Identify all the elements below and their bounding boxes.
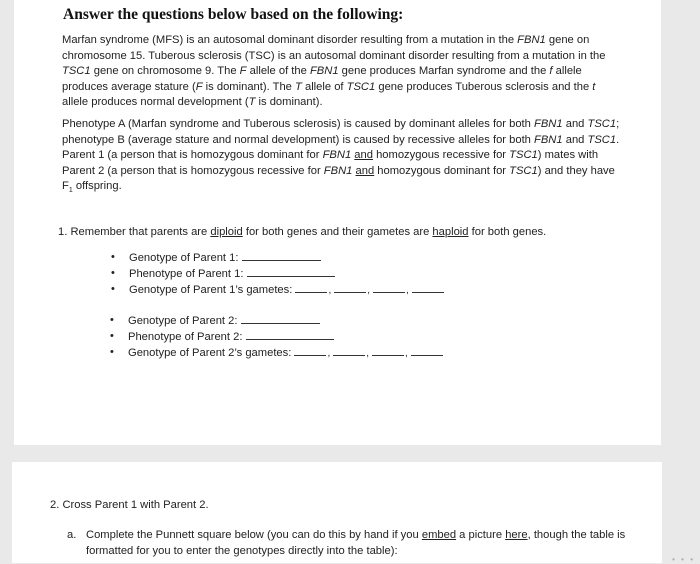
underlined-word: and xyxy=(354,149,373,162)
gamete-blank[interactable] xyxy=(294,344,326,356)
phenotype-paragraph xyxy=(62,117,622,199)
text: for both genes. xyxy=(468,226,547,238)
gene-name: TSC1 xyxy=(587,133,617,146)
text: allele produces normal development ( xyxy=(62,96,249,109)
gamete-blank[interactable] xyxy=(295,281,327,293)
parent-2-list xyxy=(109,312,443,360)
gene-name: TSC1 xyxy=(509,149,538,162)
more-dots-icon: • • • xyxy=(672,555,695,564)
gamete-blank[interactable] xyxy=(334,281,366,293)
gamete-blanks xyxy=(294,344,442,362)
gene-name: TSC1 xyxy=(587,118,617,130)
question-card-1 xyxy=(14,0,661,445)
list-item xyxy=(110,265,444,281)
gamete-blank[interactable] xyxy=(412,281,444,293)
gene-name: FBN1 xyxy=(534,118,563,130)
field-label: Genotype of Parent 1: xyxy=(129,252,239,264)
question-2: 2. Cross Parent 1 with Parent 2. xyxy=(50,499,209,511)
text: a picture xyxy=(456,529,506,541)
gamete-blank[interactable] xyxy=(373,281,405,293)
allele: F xyxy=(195,80,203,93)
bullet-icon: • xyxy=(111,267,115,279)
bullet-icon: • xyxy=(111,283,115,295)
list-item xyxy=(109,344,443,360)
question-2a xyxy=(67,528,627,559)
gamete-blank[interactable] xyxy=(372,344,404,356)
gene-name: TSC1 xyxy=(62,65,91,78)
separator: , xyxy=(328,285,332,296)
underlined-word: diploid xyxy=(210,226,243,238)
question-number: 1. xyxy=(58,226,68,238)
text: homozygous recessive for xyxy=(372,149,510,162)
text: gene on chromosome 15. Tuberous sclerosis (TSC) is an autosomal dominant disorder resulting from a mutation in the xyxy=(62,34,606,62)
parent-1-phenotype-blank[interactable] xyxy=(247,265,335,277)
text: offspring. xyxy=(72,180,122,193)
text: gene on chromosome 9. The xyxy=(90,65,240,78)
underlined-word: and xyxy=(355,164,375,177)
separator: , xyxy=(366,348,370,359)
text: allele produces average stature ( xyxy=(62,65,582,93)
text: is dominant). xyxy=(255,96,323,109)
allele: f xyxy=(549,65,553,78)
text: for both genes and their gametes are xyxy=(242,226,433,238)
sub-question-label: a. xyxy=(67,529,77,541)
gene-name: FBN1 xyxy=(517,34,546,46)
text: ; phenotype B (average stature and normal development) is caused by recessive alleles for both xyxy=(62,118,620,146)
field-label: Phenotype of Parent 1: xyxy=(129,268,244,280)
field-label: Genotype of Parent 2’s gametes: xyxy=(128,347,292,359)
text: Phenotype A (Marfan syndrome and Tuberous sclerosis) is caused by dominant alleles for both xyxy=(62,118,534,130)
allele: t xyxy=(592,80,596,93)
gamete-blank[interactable] xyxy=(411,344,443,356)
bullet-icon: • xyxy=(110,314,114,326)
here-link[interactable]: here xyxy=(505,529,528,541)
parent-1-list xyxy=(110,249,444,297)
gene-name: FBN1 xyxy=(309,65,339,78)
text: Remember that parents are xyxy=(67,226,211,238)
text: . Parent 1 (a person that is homozygous dominant for xyxy=(62,133,620,162)
underlined-word: haploid xyxy=(432,226,469,238)
page-heading: Answer the questions below based on the following: xyxy=(63,6,404,23)
gamete-blanks xyxy=(295,281,443,299)
text: gene produces Tuberous sclerosis and the xyxy=(375,80,593,93)
allele: F xyxy=(239,65,247,78)
list-item xyxy=(109,328,443,344)
list-item xyxy=(109,312,443,328)
text: Complete the Punnett square below (you can do this by hand if you xyxy=(86,529,422,541)
separator: , xyxy=(327,348,331,359)
field-label: Phenotype of Parent 2: xyxy=(128,331,243,343)
gene-name: TSC1 xyxy=(346,80,376,93)
text: ) and they have F xyxy=(62,164,615,193)
list-item xyxy=(110,281,444,297)
text: ) mates with Parent 2 (a person that is homozygous recessive for xyxy=(62,149,599,177)
question-1 xyxy=(58,226,546,238)
allele: T xyxy=(248,96,256,109)
parent-2-genotype-blank[interactable] xyxy=(241,312,320,324)
embed-link[interactable]: embed xyxy=(421,529,457,541)
text: homozygous dominant for xyxy=(374,164,510,177)
text: is dominant). The xyxy=(202,80,296,93)
gene-name: FBN1 xyxy=(323,164,353,177)
text: and xyxy=(562,118,588,130)
text: gene produces Marfan syndrome and the xyxy=(338,65,550,78)
list-item xyxy=(110,249,444,265)
gamete-blank[interactable] xyxy=(333,344,365,356)
text: , though the table is formatted for you to enter the genotypes directly into the table): xyxy=(86,529,626,557)
sub-question-text xyxy=(86,528,627,559)
parent-1-genotype-blank[interactable] xyxy=(242,249,321,261)
bullet-icon: • xyxy=(110,346,114,358)
separator: , xyxy=(406,285,409,296)
text: and xyxy=(562,133,588,146)
field-label: Genotype of Parent 1’s gametes: xyxy=(129,284,293,296)
question-card-2 xyxy=(12,462,662,563)
bullet-icon: • xyxy=(111,251,115,263)
text: allele of the xyxy=(246,65,310,78)
subscript: 1 xyxy=(68,187,73,195)
separator: , xyxy=(405,348,408,359)
gene-name: FBN1 xyxy=(322,149,352,162)
separator: , xyxy=(367,285,371,296)
gene-name: FBN1 xyxy=(534,133,563,146)
gene-name: TSC1 xyxy=(509,164,538,177)
text: Marfan syndrome (MFS) is an autosomal dominant disorder resulting from a mutation in the xyxy=(62,34,518,46)
field-label: Genotype of Parent 2: xyxy=(128,315,238,327)
intro-paragraph xyxy=(62,33,622,111)
parent-2-phenotype-blank[interactable] xyxy=(246,328,334,340)
allele: T xyxy=(295,80,302,93)
bullet-icon: • xyxy=(110,330,114,342)
text: allele of xyxy=(301,80,347,93)
